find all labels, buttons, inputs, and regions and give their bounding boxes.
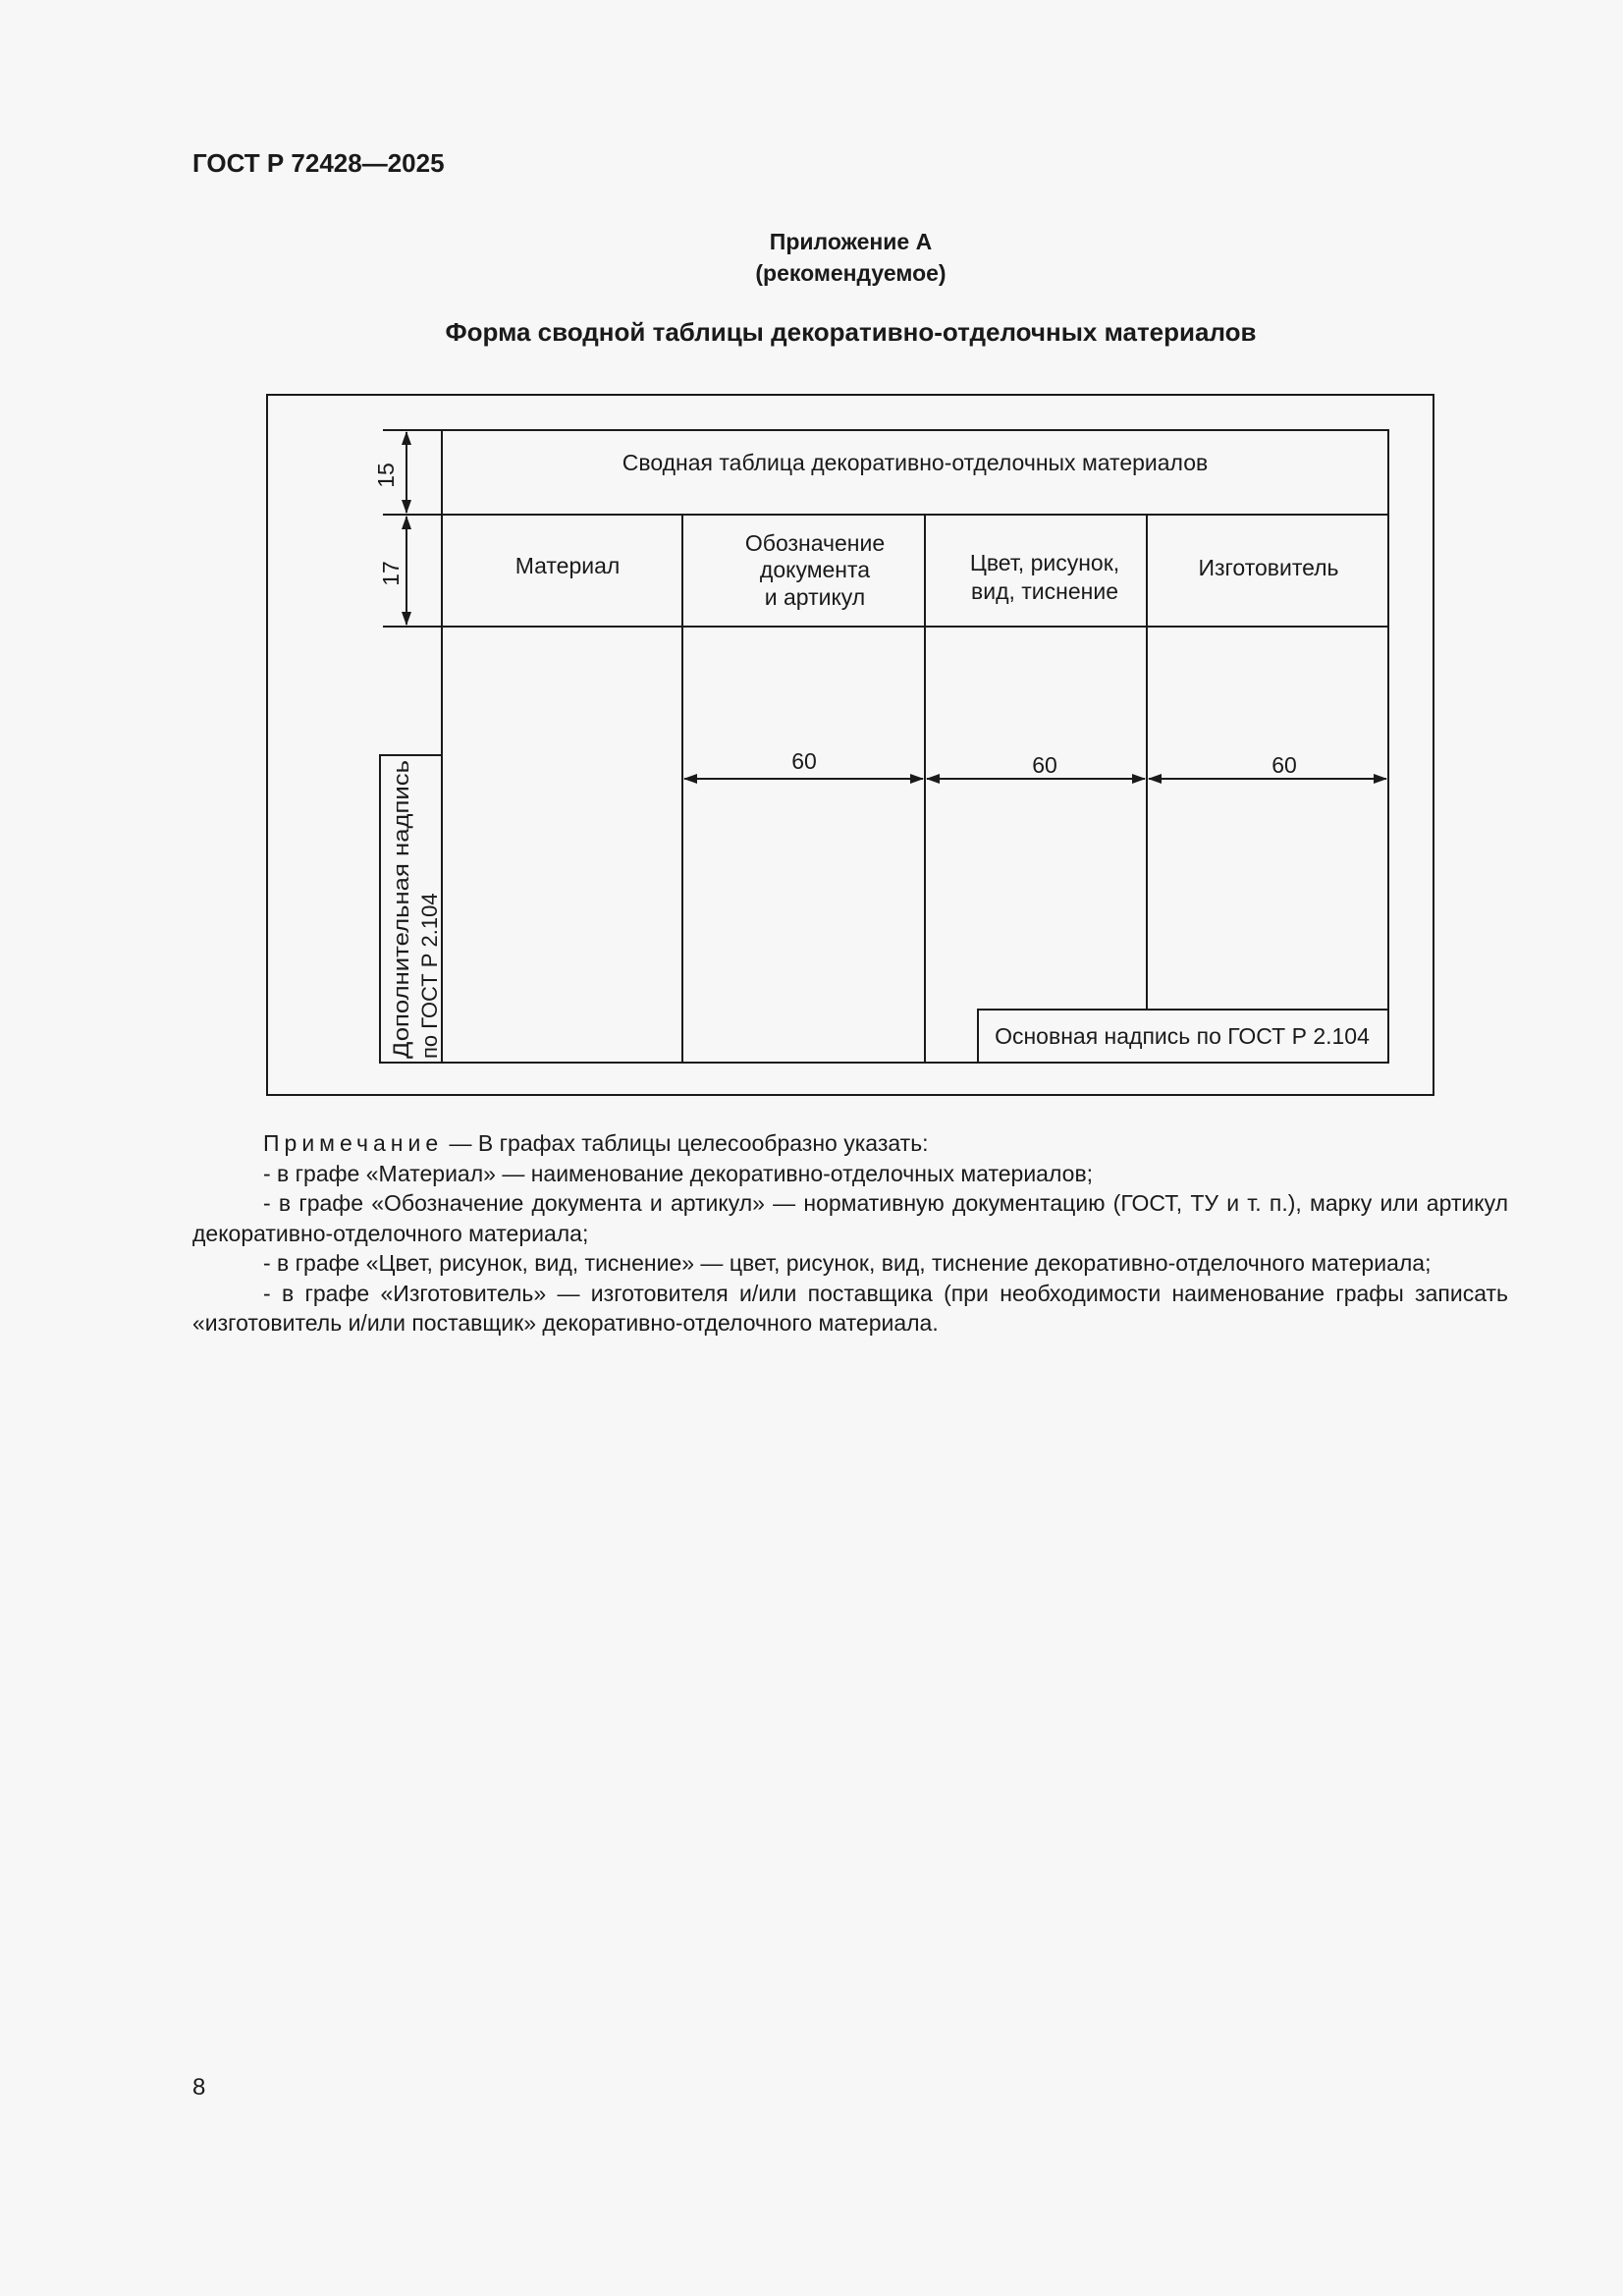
table-header-text: Сводная таблица декоративно-отделочных материалов — [622, 450, 1209, 475]
column-header-material: Материал — [514, 553, 621, 578]
note-item-1: - в графе «Материал» — наименование декоративно-отделочных материалов; — [263, 1160, 1094, 1186]
dimension-label-row-2: 17 — [378, 561, 404, 586]
table-form-drawing — [0, 0, 1623, 1110]
dimension-label-col-2: 60 — [791, 748, 817, 774]
note-intro-text: — В графах таблицы целесообразно указать: — [443, 1130, 929, 1156]
dimension-label-row-1: 15 — [373, 463, 399, 488]
document-code: ГОСТ Р 72428—2025 — [192, 148, 445, 178]
annex-heading: Приложение А — [769, 229, 933, 254]
additional-label-line-2: по ГОСТ Р 2.104 — [417, 893, 442, 1059]
table-form-figure — [0, 0, 1623, 1110]
dimension-label-col-3: 60 — [1032, 752, 1057, 778]
note-item-3: - в графе «Цвет, рисунок, вид, тиснение» — цвет, рисунок, вид, тиснение декоративно-отделочного материала; — [263, 1250, 1432, 1276]
dimension-label-col-4: 60 — [1271, 752, 1297, 778]
note-block — [192, 1128, 1508, 1339]
column-header-designation-line-3: и артикул — [764, 584, 866, 610]
column-header-color-line-1: Цвет, рисунок, — [969, 550, 1120, 575]
column-header-manufacturer: Изготовитель — [1198, 555, 1339, 580]
note-item-2: - в графе «Обозначение документа и артикул» — нормативную документацию (ГОСТ, ТУ и т. п.), марку или артикул декоративно-отделочного материала; — [192, 1190, 1508, 1246]
note-intro — [192, 1128, 1508, 1159]
additional-label-line-1: Дополнительная надпись — [389, 802, 413, 1059]
note-item-4: - в графе «Изготовитель» — изготовителя и/или поставщика (при необходимости наименование графы записать «изготовитель и/или поставщик» декоративно-отделочного материала. — [192, 1280, 1508, 1336]
table-outline — [442, 430, 1388, 1063]
page-number: 8 — [192, 2074, 206, 2101]
column-header-designation-line-2: документа — [759, 557, 871, 582]
form-title: Форма сводной таблицы декоративно-отделочных материалов — [445, 317, 1257, 347]
column-header-color-line-2: вид, тиснение — [971, 578, 1118, 604]
annex-status: (рекомендуемое) — [755, 260, 947, 286]
column-header-designation-line-1: Обозначение — [744, 530, 886, 556]
main-label-text: Основная надпись по ГОСТ Р 2.104 — [995, 1023, 1370, 1049]
note-label: Примечание — [263, 1130, 444, 1156]
